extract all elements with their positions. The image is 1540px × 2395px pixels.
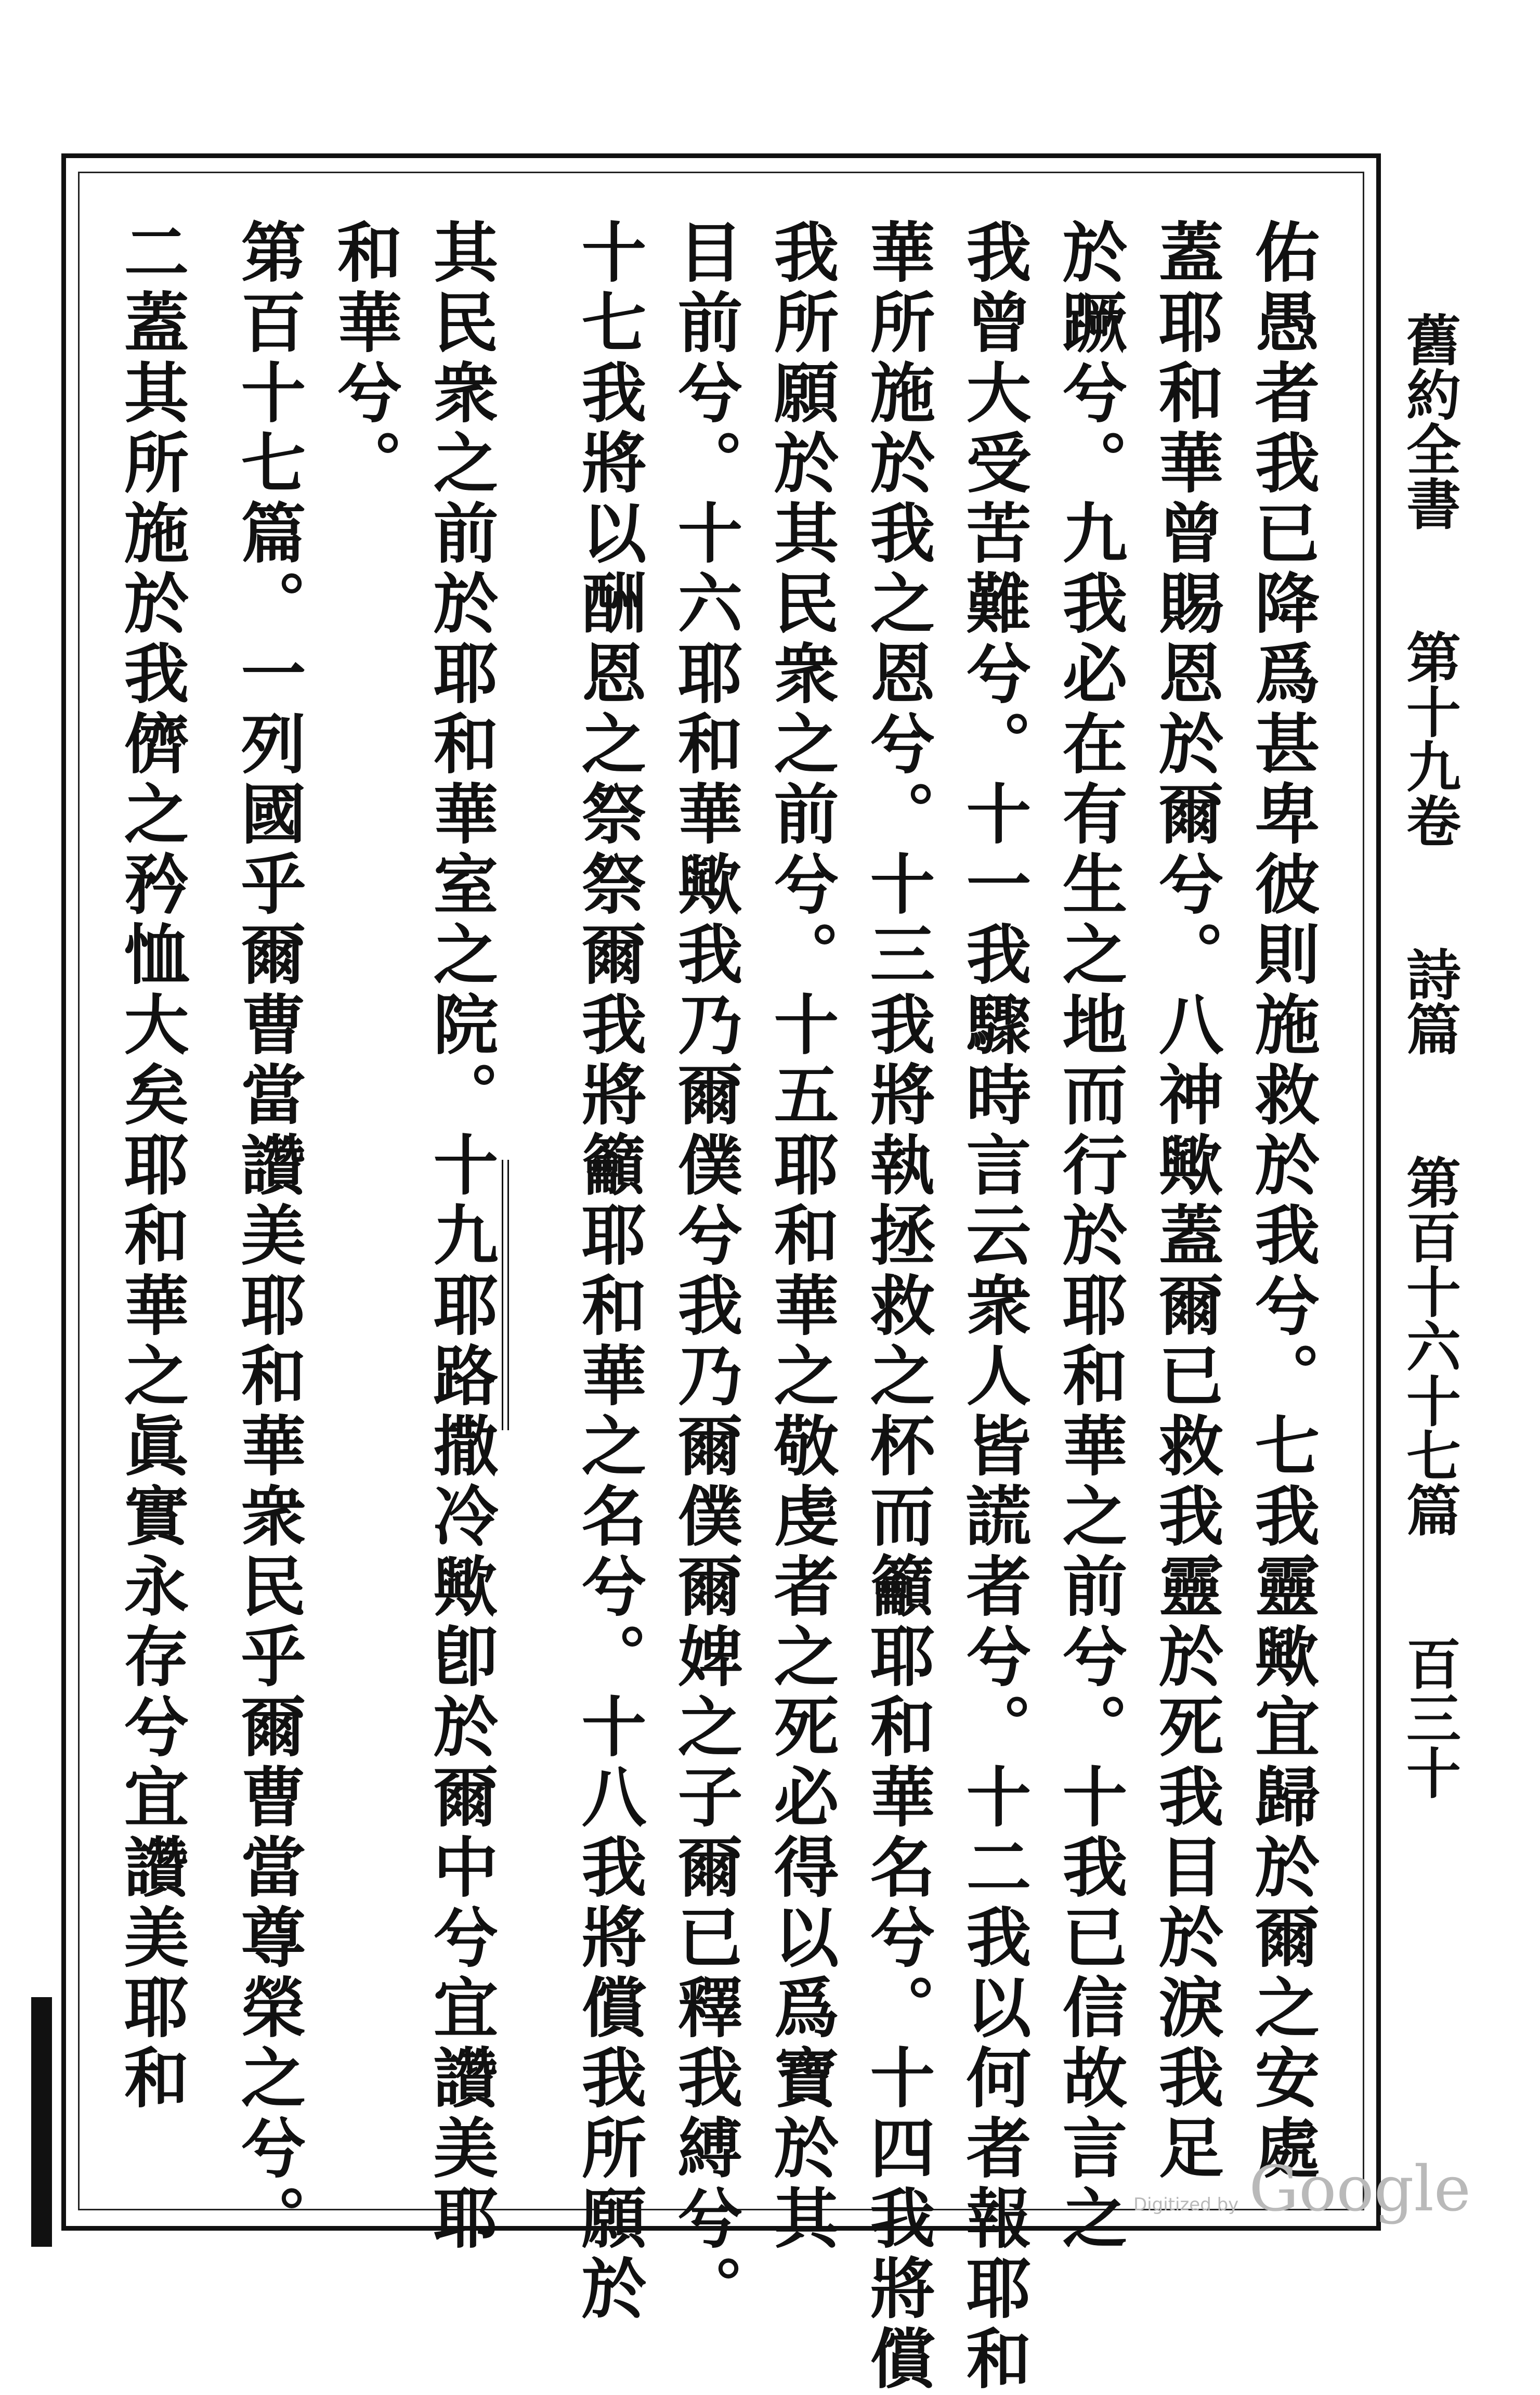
psalm-range: 第百十六十七篇 xyxy=(1398,1155,1462,1537)
page-number: 百三十 xyxy=(1398,1636,1462,1800)
text-column-7: 目前兮。十六耶和華歟我乃爾僕兮我乃爾僕爾婢之子爾已釋我縛兮。 xyxy=(667,218,742,2325)
text-column-3: 於蹶兮。九我必在有生之地而行於耶和華之前兮。十我已信故言之 xyxy=(1051,218,1127,2255)
chapter-label: 第十九卷 xyxy=(1398,629,1462,848)
text-column-5: 華所施於我之恩兮。十三我將執拯救之杯而籲耶和華名兮。十四我將償 xyxy=(859,218,935,2395)
text-column-2: 蓋耶和華曾賜恩於爾兮。八神歟蓋爾已救我靈於死我目於淚我足 xyxy=(1147,218,1223,2184)
text-column-4: 我曾大受苦難兮。十一我驟時言云衆人皆謊者兮。十二我以何者報耶和 xyxy=(955,218,1031,2395)
book-title: 舊約全書 xyxy=(1398,312,1462,530)
text-column-11: 第百十七篇。一列國乎爾曹當讚美耶和華衆民乎爾曹當尊榮之兮。 xyxy=(230,218,306,2255)
text-column-9: 其民衆之前於耶和華室之院。十九耶路撒冷歟卽於爾中兮宜讚美耶 xyxy=(422,218,498,2255)
text-column-10: 和華兮。 xyxy=(326,218,402,499)
google-watermark xyxy=(1133,2153,1471,2225)
watermark-prefix: Digitized by xyxy=(1133,2194,1239,2215)
watermark-brand: Google xyxy=(1249,2153,1471,2225)
text-column-6: 我所願於其民衆之前兮。十五耶和華之敬虔者之死必得以爲寶於其 xyxy=(763,218,839,2255)
scan-edge-mark xyxy=(31,1997,52,2247)
proper-name-rule xyxy=(502,1160,509,1430)
running-header xyxy=(1391,312,1469,1800)
text-column-1: 佑愚者我已降爲甚卑彼則施救於我兮。七我靈歟宜歸於爾之安處 xyxy=(1244,218,1320,2184)
text-column-8: 十七我將以酬恩之祭祭爾我將籲耶和華之名兮。十八我將償我所願於 xyxy=(570,218,646,2325)
text-column-12: 二蓋其所施於我儕之矜恤大矣耶和華之眞實永存兮宜讚美耶和 xyxy=(113,218,189,2114)
section-label: 詩篇 xyxy=(1398,947,1462,1056)
